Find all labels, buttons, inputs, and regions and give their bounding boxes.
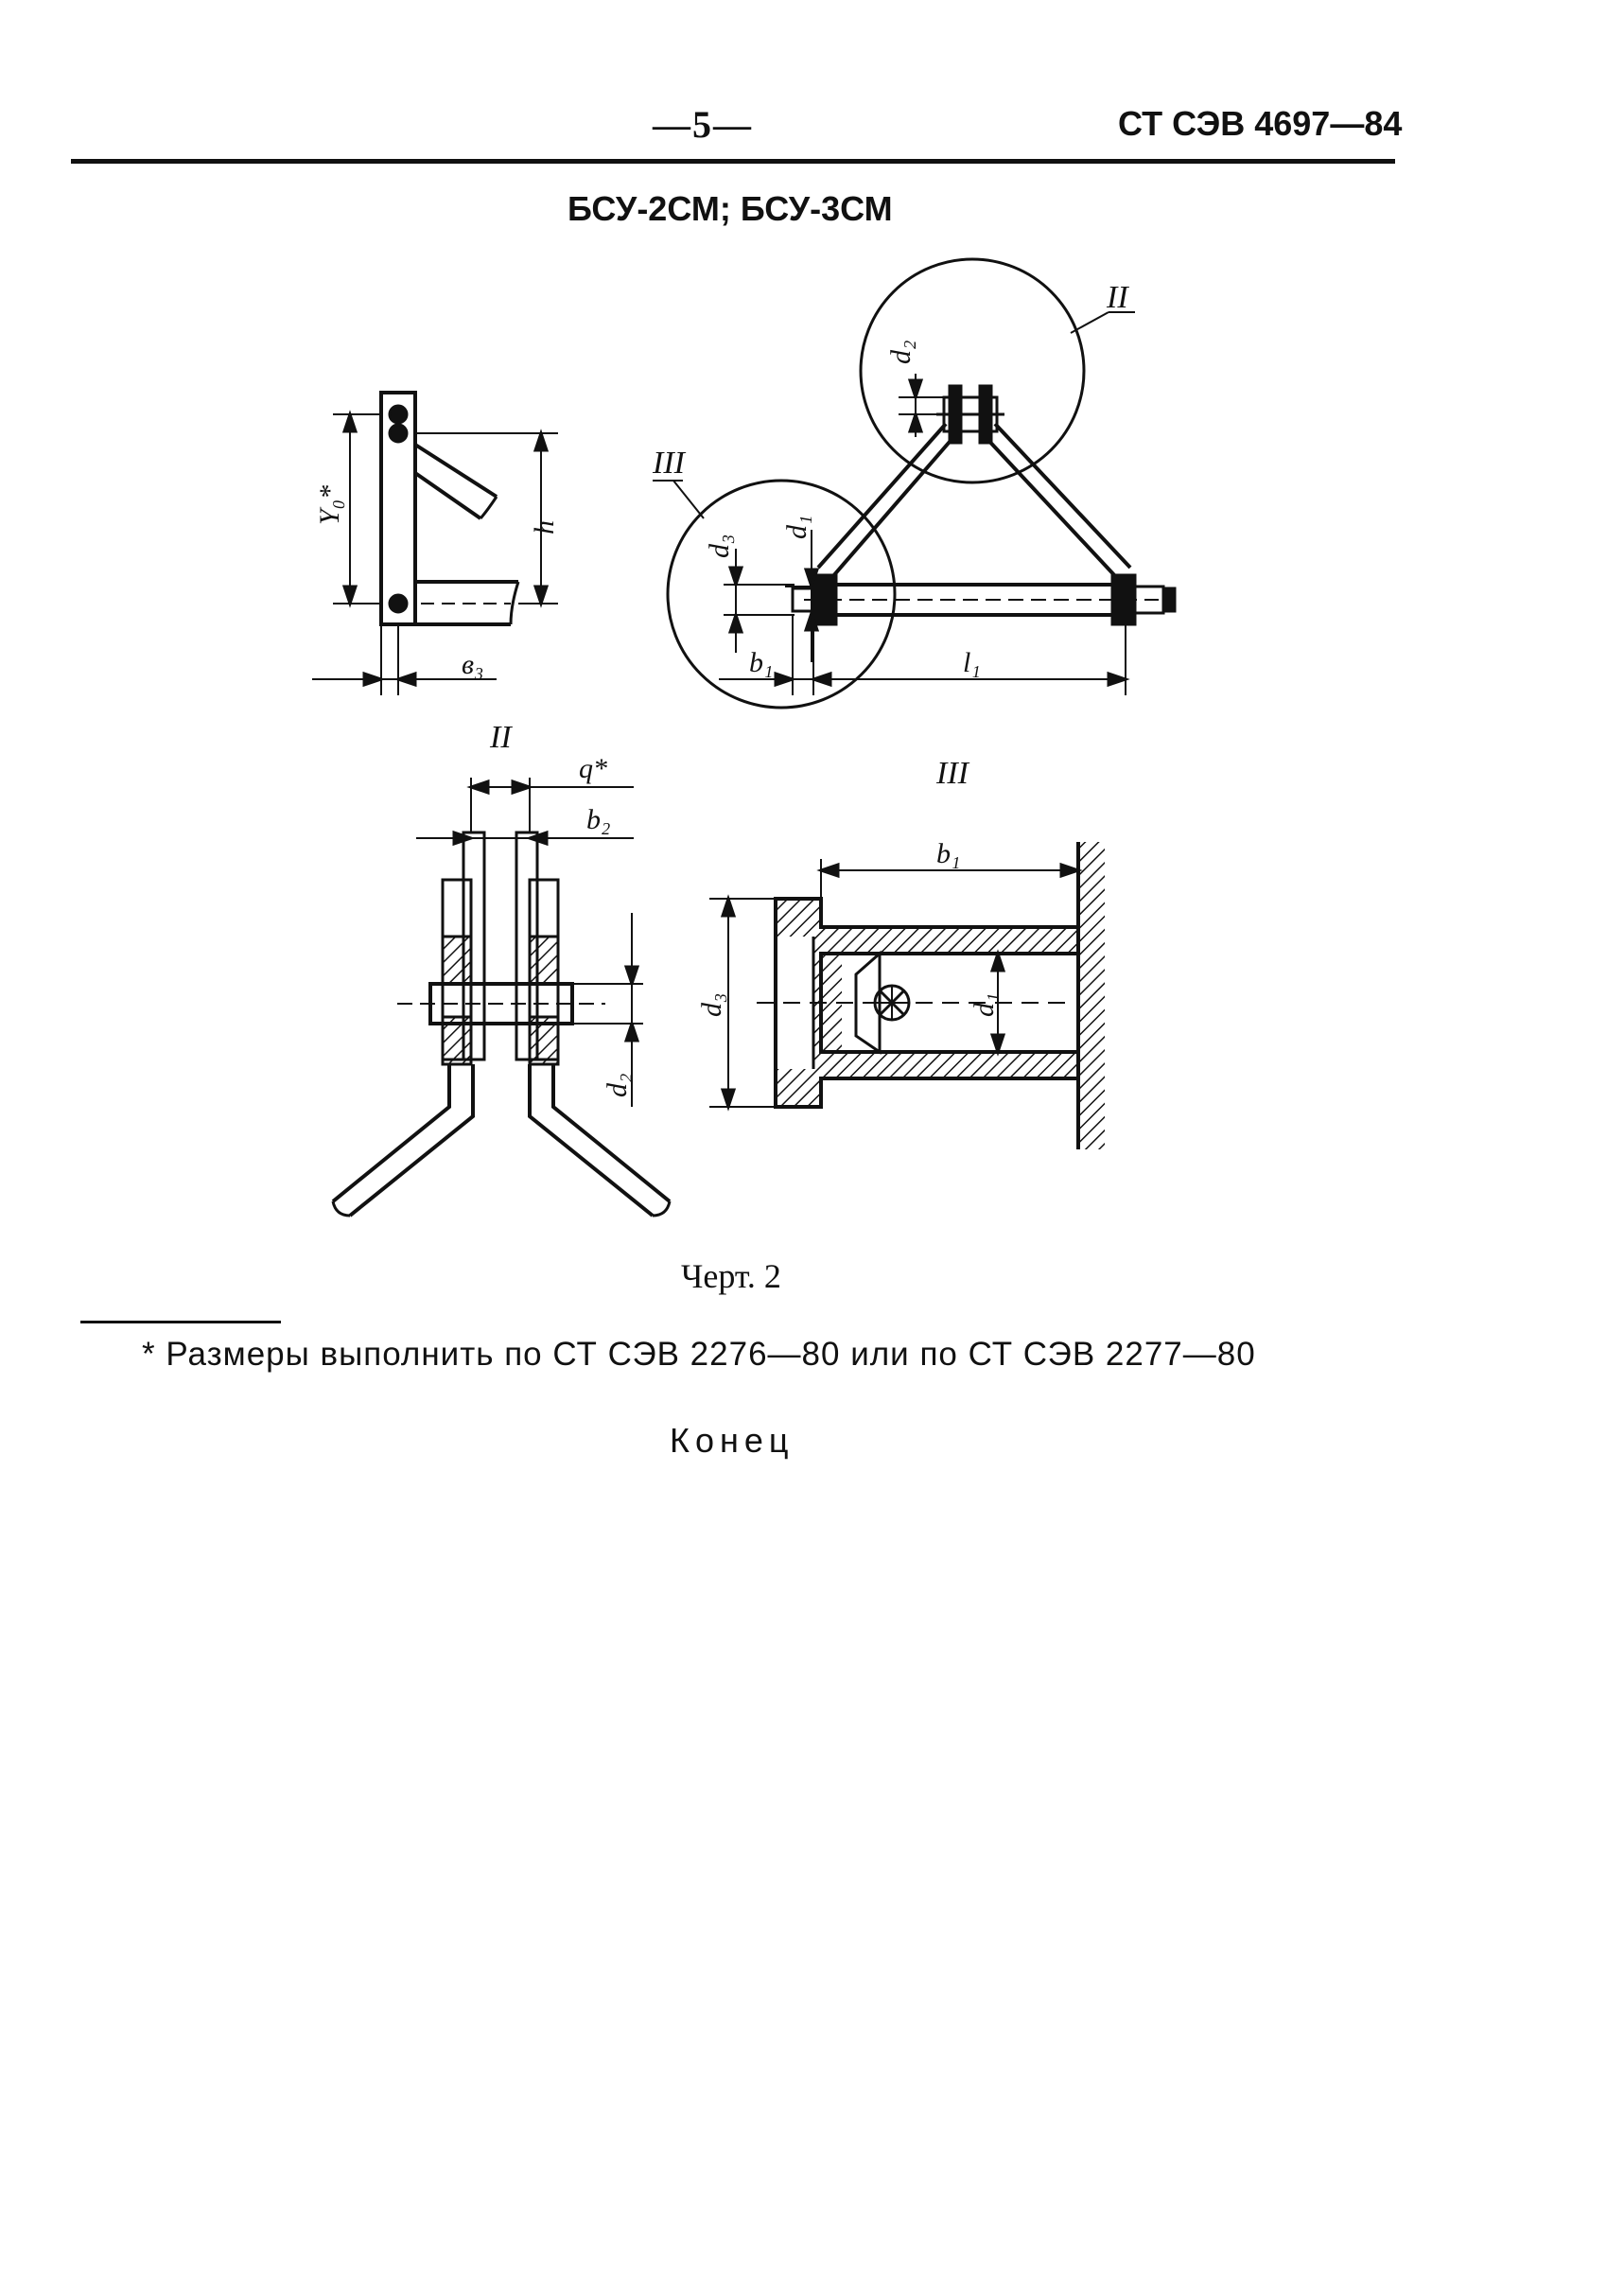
- label-l1: l₁: [963, 647, 981, 678]
- label-view-iii-detail: III: [936, 756, 969, 791]
- footnote: * Размеры выполнить по СТ СЭВ 2276—80 или по СТ СЭВ 2277—80: [142, 1336, 1256, 1373]
- label-view-ii-detail: II: [490, 720, 512, 755]
- label-y0: Y₀*: [314, 484, 345, 525]
- label-b3: в₃: [462, 649, 484, 680]
- label-q: q*: [579, 753, 607, 784]
- label-d1-detail: d₁: [969, 992, 1000, 1017]
- page-number: —5—: [653, 103, 753, 146]
- detail-iii: [709, 842, 1105, 1149]
- label-b2: b₂: [586, 804, 611, 835]
- figure-caption: Черт. 2: [681, 1257, 781, 1295]
- side-view: [312, 393, 558, 695]
- figure-title: БСУ-2СМ; БСУ-3СМ: [568, 189, 893, 228]
- standard-code: СТ СЭВ 4697—84: [1118, 104, 1403, 143]
- end-marker: Конец: [670, 1421, 795, 1460]
- label-d1-top: d₁: [781, 515, 812, 539]
- label-b1-top: b₁: [749, 647, 774, 678]
- footnote-rule: [80, 1321, 281, 1323]
- label-d2-top: d₂: [885, 340, 917, 364]
- label-h: h: [529, 520, 560, 534]
- front-view: [653, 259, 1175, 708]
- label-d3-detail: d₃: [696, 992, 727, 1017]
- label-d3-top: d₃: [704, 534, 735, 558]
- detail-ii: [333, 778, 670, 1216]
- label-view-iii-top: III: [653, 446, 685, 481]
- label-b1-detail: b₁: [936, 838, 961, 869]
- label-view-ii-top: II: [1107, 280, 1128, 315]
- label-d2-detail: d₂: [602, 1073, 633, 1097]
